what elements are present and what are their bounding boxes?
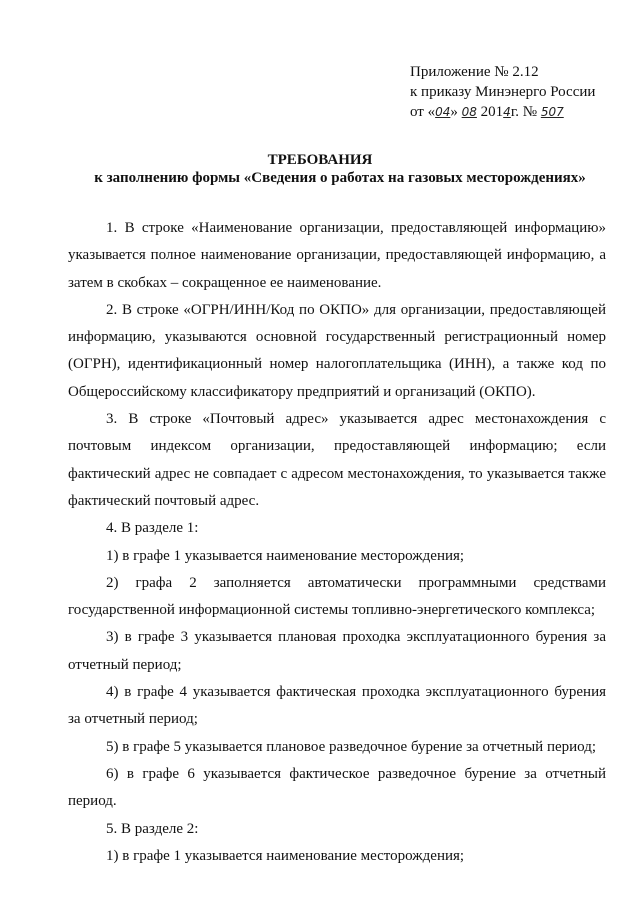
document-title: ТРЕБОВАНИЯ — [267, 152, 373, 168]
paragraph-4-heading: 4. В разделе 1: — [106, 520, 199, 537]
appendix-header — [410, 62, 620, 122]
order-reference: к приказу Минэнерго России — [410, 84, 596, 100]
section1-item-6: 6) в графе 6 указывается фактическое разведочное бурение за отчетный период. — [68, 765, 606, 810]
section1-item-2: 2) графа 2 заполняется автоматически программными средствами государственной информационной системы топливно-энергетического комплекса; — [68, 574, 606, 619]
order-day: 04 — [435, 105, 451, 119]
section2-item-1: 1) в графе 1 указывается наименование месторождения; — [106, 847, 465, 864]
document-subtitle: к заполнению формы «Сведения о работах на газовых месторождениях» — [94, 170, 586, 186]
paragraph-5-heading: 5. В разделе 2: — [106, 820, 199, 837]
section1-item-5: 5) в графе 5 указывается плановое разведочное бурение за отчетный период; — [106, 738, 597, 755]
order-number: 507 — [540, 105, 564, 119]
order-date-line — [410, 102, 620, 122]
number-prefix: г. № — [510, 104, 541, 120]
date-mid: » — [450, 104, 462, 120]
order-year-digit: 4 — [503, 105, 511, 119]
section1-item-1: 1) в графе 1 указывается наименование месторождения; — [106, 547, 465, 564]
section1-item-3: 3) в графе 3 указывается плановая проходка эксплуатационного бурения за отчетный период; — [68, 629, 606, 673]
paragraph-1: 1. В строке «Наименование организации, предоставляющей информацию» указывается полное наименование организации, предоставляющей информацию, а затем в скобках – сокращенное ее наименование. — [68, 220, 606, 291]
paragraph-3: 3. В строке «Почтовый адрес» указывается адрес местонахождения с почтовым индексом организации, предоставляющей информацию; если фактический адрес не совпадает с адресом местонахождения, то указывается также фактический почтовый адрес. — [68, 411, 606, 509]
section1-item-4: 4) в графе 4 указывается фактическая проходка эксплуатационного бурения за отчетный период; — [68, 684, 606, 728]
paragraph-2: 2. В строке «ОГРН/ИНН/Код по ОКПО» для организации, предоставляющей информацию, указываются основной государственный регистрационный номер (ОГРН), идентификационный номер налогоплательщика (ИНН), а также код по Общероссийскому классификатору предприятий и организаций (ОКПО). — [68, 301, 606, 400]
date-prefix: от « — [410, 104, 436, 120]
appendix-number: Приложение № 2.12 — [410, 64, 539, 80]
date-year: 201 — [476, 104, 504, 120]
document-body — [68, 215, 606, 870]
order-month: 08 — [461, 105, 477, 119]
